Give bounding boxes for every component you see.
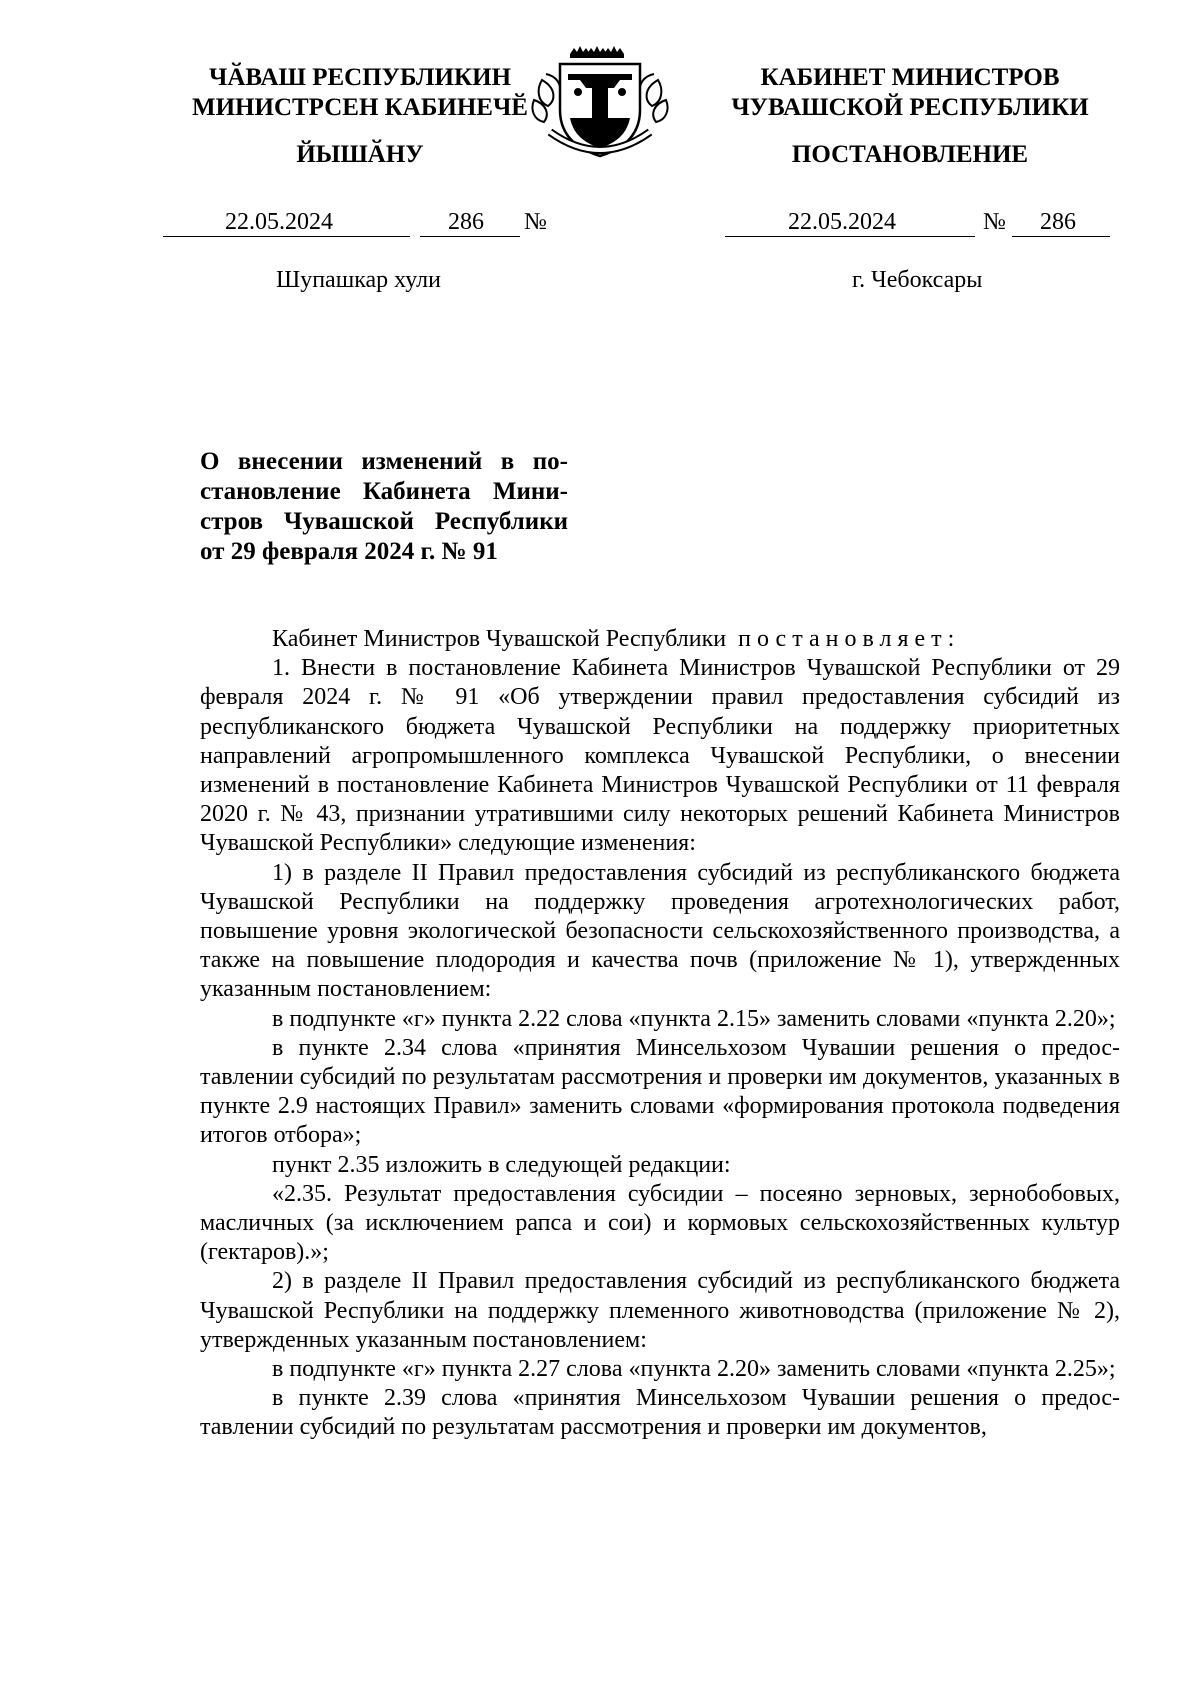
paragraph-5: пункт 2.35 изложить в следующей редакции: xyxy=(272,1151,731,1178)
paragraph-4: в пункте 2.34 слова «принятия Минсельхозом Чувашии решения о предоставлении субсидий по результатам рассмотрения и проверки им документов, указанных в пункте 2.9 настоящих Правил» заменить словами «формирования протокола подведения итогов отбора»; xyxy=(200,1034,1120,1149)
right-number-sign: № xyxy=(983,209,1006,235)
left-date: 22.05.2024 xyxy=(225,209,333,235)
intro-start: Кабинет Министров Чувашской Республики xyxy=(272,626,727,652)
left-doc-type: ЙЫШӐНУ xyxy=(296,141,424,168)
right-number: 286 xyxy=(1040,209,1076,235)
left-city: Шупашкар хули xyxy=(276,267,441,293)
paragraph-9: в пункте 2.39 слова «принятия Минсельхозом Чувашии решения о предоставлении субсидий по результатам рассмотрения и проверки им документов, xyxy=(200,1385,1120,1441)
right-org-line2: ЧУВАШСКОЙ РЕСПУБЛИКИ xyxy=(731,94,1089,121)
document-subject: О внесении изменений в постановление Кабинета Министров Чувашской Республики от 29 февраля 2024 г. № 91 xyxy=(200,448,568,565)
intro-spaced: постановляет xyxy=(738,626,948,652)
paragraph-7: 2) в разделе II Правил предоставления субсидий из республиканского бюджета Чувашской Республики на поддержку племенного животноводства (приложение № 2), утвержденных указанным постановлением: xyxy=(200,1268,1120,1353)
left-org-line2: МИНИСТРСЕН КАБИНЕЧӖ xyxy=(192,94,528,121)
right-date: 22.05.2024 xyxy=(788,209,896,235)
paragraph-1: 1. Внести в постановление Кабинета Министров Чувашской Республики от 29 февраля 2024 г. № 91 «Об утверждении правил предоставления субсидий из республиканского бюджета Чувашской Республики на поддержку приоритетных направлений агропромышленного комплекса Чувашской Республики, о внесении изменений в постановление Кабинета Министров Чувашской Республики от 11 февраля 2020 г. № 43, признании утратившими силу некоторых решений Кабинета Министров Чувашской Республики» следующие изменения: xyxy=(200,655,1120,857)
paragraph-2: 1) в разделе II Правил предоставления субсидий из республиканского бюджета Чувашской Республики на поддержку проведения агротехнологических работ, повышение уровня экологической безопасности сельскохозяйственного производства, а также на повышение плодородия и качества почв (приложение № 1), утвержденных указанным постановлением: xyxy=(200,859,1120,1003)
right-org-line1: КАБИНЕТ МИНИСТРОВ xyxy=(760,64,1060,91)
paragraph-8: в подпункте «г» пункта 2.27 слова «пункта 2.20» заменить словами «пункта 2.25»; xyxy=(272,1356,1116,1383)
intro-end: : xyxy=(947,626,955,652)
left-org-line1: ЧӐВАШ РЕСПУБЛИКИН xyxy=(208,64,512,91)
right-number-underline xyxy=(1012,236,1110,237)
document-body xyxy=(200,625,1120,1443)
right-city: г. Чебоксары xyxy=(852,267,983,293)
right-date-underline xyxy=(725,236,975,237)
left-number: 286 xyxy=(448,209,484,235)
right-doc-type: ПОСТАНОВЛЕНИЕ xyxy=(791,141,1029,168)
paragraph-3: в подпункте «г» пункта 2.22 слова «пункта 2.15» заменить словами «пункта 2.20»; xyxy=(272,1005,1116,1032)
left-number-sign: № xyxy=(524,209,547,235)
intro-paragraph xyxy=(200,625,1120,654)
left-number-underline xyxy=(420,236,520,237)
paragraph-6: «2.35. Результат предоставления субсидии – посеяно зерновых, зернобобовых, масличных (за исключением рапса и сои) и кормовых сельскохозяйственных культур (гектаров).»; xyxy=(200,1180,1120,1266)
left-date-underline xyxy=(163,236,410,237)
chuvash-coat-of-arms-icon xyxy=(520,40,680,162)
